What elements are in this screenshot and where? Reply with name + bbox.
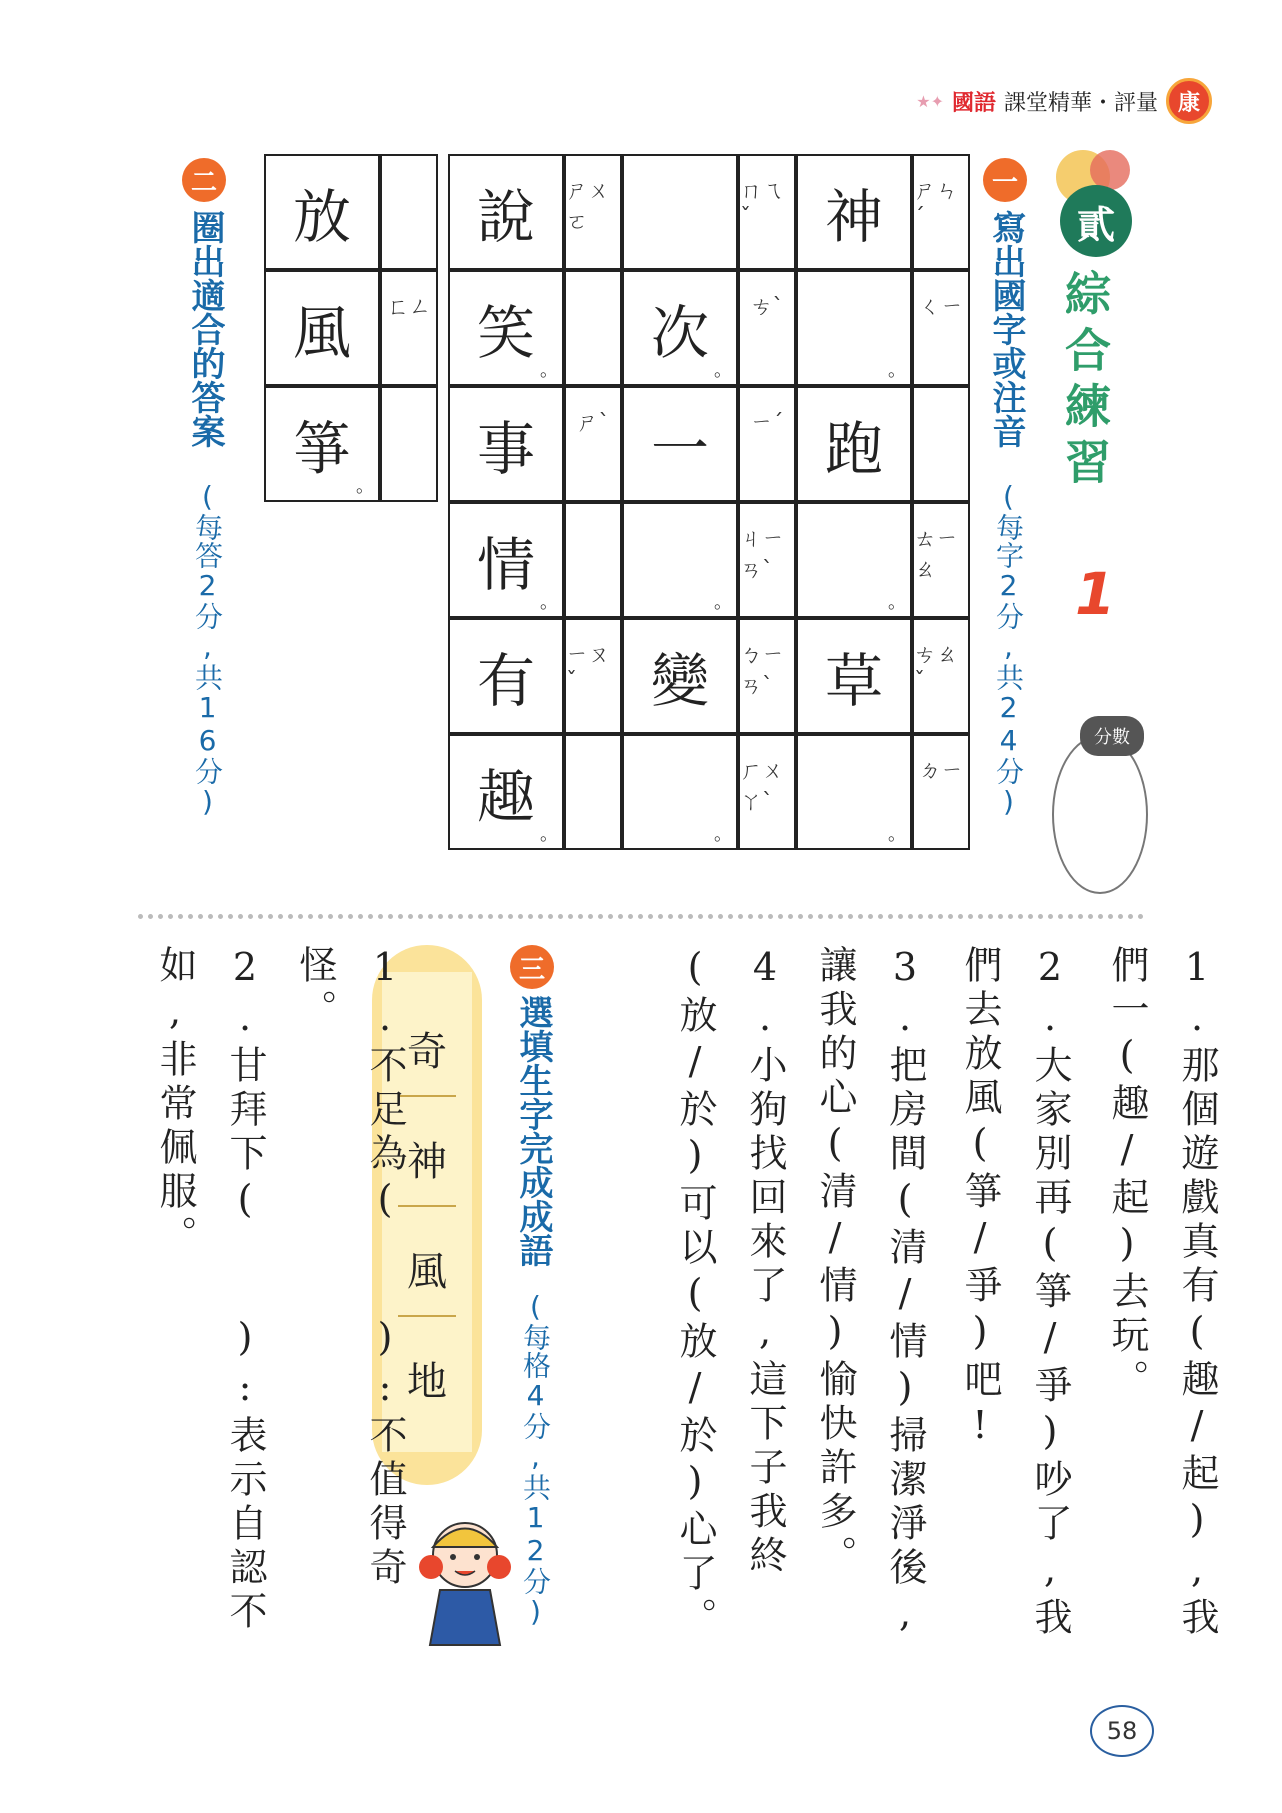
question-number: 4.	[743, 945, 787, 1045]
char-cell[interactable]: 情 。	[448, 502, 564, 618]
zhuyin-cell	[380, 154, 438, 270]
char-cell[interactable]	[622, 154, 738, 270]
question-number: 2.	[223, 945, 267, 1045]
zhuyin-cell: ㄧˊ	[738, 386, 796, 502]
zhuyin-cell: ㄏㄨㄚˋ	[738, 734, 796, 850]
score-label: 分數	[1080, 716, 1144, 756]
girl-illustration	[395, 1505, 535, 1665]
title-number: 1	[1075, 560, 1116, 628]
answer-grid	[0, 0, 1282, 900]
star-icon: ★✦	[916, 91, 944, 111]
char-cell[interactable]: 箏 。	[264, 386, 380, 502]
zhuyin-cell: ㄘㄠˇ	[912, 618, 970, 734]
question-1[interactable]	[1092, 945, 1232, 1665]
page-number: 58	[1090, 1705, 1154, 1757]
char-cell[interactable]: 。	[796, 270, 912, 386]
zhuyin-cell: ㄕㄣˊ	[912, 154, 970, 270]
char-cell[interactable]: 事	[448, 386, 564, 502]
char-cell[interactable]: 。	[796, 734, 912, 850]
page-title: 綜合練習	[1058, 270, 1112, 494]
char-cell[interactable]: 放	[264, 154, 380, 270]
section2-note: (每答2分,共16分)	[191, 480, 224, 818]
section3-title: 選填生字完成成語	[513, 995, 553, 1267]
idiom-choice: 風	[407, 1249, 447, 1295]
char-cell[interactable]: 。	[622, 502, 738, 618]
zhuyin-cell: ㄘˋ	[738, 270, 796, 386]
char-cell[interactable]: 變	[622, 618, 738, 734]
section1-title: 寫出國字或注音	[986, 210, 1026, 448]
section-divider	[138, 914, 1144, 919]
subject-label: 國語	[951, 90, 996, 116]
zhuyin-cell: ㄧㄡˇ	[564, 618, 622, 734]
zhuyin-cell	[564, 502, 622, 618]
char-cell[interactable]: 神	[796, 154, 912, 270]
char-cell[interactable]: 趣 。	[448, 734, 564, 850]
zhuyin-cell	[912, 386, 970, 502]
char-text: 趣	[476, 763, 535, 831]
zhuyin-cell: ㄕㄨㄛ	[564, 154, 622, 270]
char-text: 箏	[292, 415, 351, 483]
question-4[interactable]	[660, 945, 800, 1665]
question-2[interactable]	[945, 945, 1085, 1665]
idiom-choice: 奇	[407, 1029, 447, 1075]
char-cell[interactable]: 。	[796, 502, 912, 618]
question-text: 不足為( ):不值得奇怪。	[293, 945, 407, 1591]
zhuyin-cell	[380, 386, 438, 502]
char-cell[interactable]: 有	[448, 618, 564, 734]
char-cell[interactable]: 說	[448, 154, 564, 270]
question-number: 1.	[363, 945, 407, 1045]
question-3[interactable]	[800, 945, 940, 1665]
question-text: 把房間(清/情)掃潔淨後,讓我的心(清/情)愉快許多。	[813, 945, 927, 1641]
char-text: 情	[476, 531, 535, 599]
question-number: 3.	[883, 945, 927, 1045]
zhuyin-cell: ㄐㄧㄢˋ	[738, 502, 796, 618]
zhuyin-cell: ㄊㄧㄠ	[912, 502, 970, 618]
header-text: 課堂精華・評量	[1003, 90, 1158, 116]
section2-number: 二	[182, 158, 226, 202]
section3-number: 三	[510, 945, 554, 989]
char-cell[interactable]: 草	[796, 618, 912, 734]
zhuyin-cell: ㄅㄧㄢˋ	[738, 618, 796, 734]
char-cell[interactable]: 風	[264, 270, 380, 386]
question-number: 2.	[1028, 945, 1072, 1045]
title-badge: 貳	[1060, 185, 1132, 257]
char-cell[interactable]: 一	[622, 386, 738, 502]
zhuyin-cell: ㄈㄥ	[380, 270, 438, 386]
zhuyin-cell: ㄉㄧ	[912, 734, 970, 850]
char-cell[interactable]: 。	[622, 734, 738, 850]
idiom-choice: 地	[407, 1359, 447, 1405]
section3-note: (每格4分,共12分)	[519, 1290, 552, 1628]
char-text: 次	[650, 299, 709, 367]
zhuyin-cell	[564, 734, 622, 850]
char-cell[interactable]: 跑	[796, 386, 912, 502]
section2-title: 圈出適合的答案	[185, 210, 225, 448]
idiom-choice: 神	[407, 1139, 447, 1185]
char-cell[interactable]: 次 。	[622, 270, 738, 386]
section1-note: (每字2分,共24分)	[992, 480, 1025, 818]
question-number: 1.	[1175, 945, 1219, 1045]
question-text: 那個遊戲真有(趣/起),我們一(趣/起)去玩。	[1105, 945, 1219, 1641]
zhuyin-cell: ㄑㄧ	[912, 270, 970, 386]
publisher-badge: 康	[1166, 78, 1212, 124]
question-text: 甘拜下( ):表示自認不如,非常佩服。	[153, 945, 267, 1635]
idiom-question-2[interactable]	[140, 945, 280, 1665]
zhuyin-cell: ㄕˋ	[564, 386, 622, 502]
question-text: 大家別再(箏/爭)吵了,我們去放風(箏/爭)吧!	[958, 945, 1072, 1641]
section1-number: 一	[983, 158, 1027, 202]
zhuyin-cell: ㄇㄟˇ	[738, 154, 796, 270]
char-text: 笑	[476, 299, 535, 367]
char-cell[interactable]: 笑 。	[448, 270, 564, 386]
question-text: 小狗找回來了,這下子我終(放/於)可以(放/於)心了。	[673, 945, 787, 1641]
zhuyin-cell	[564, 270, 622, 386]
